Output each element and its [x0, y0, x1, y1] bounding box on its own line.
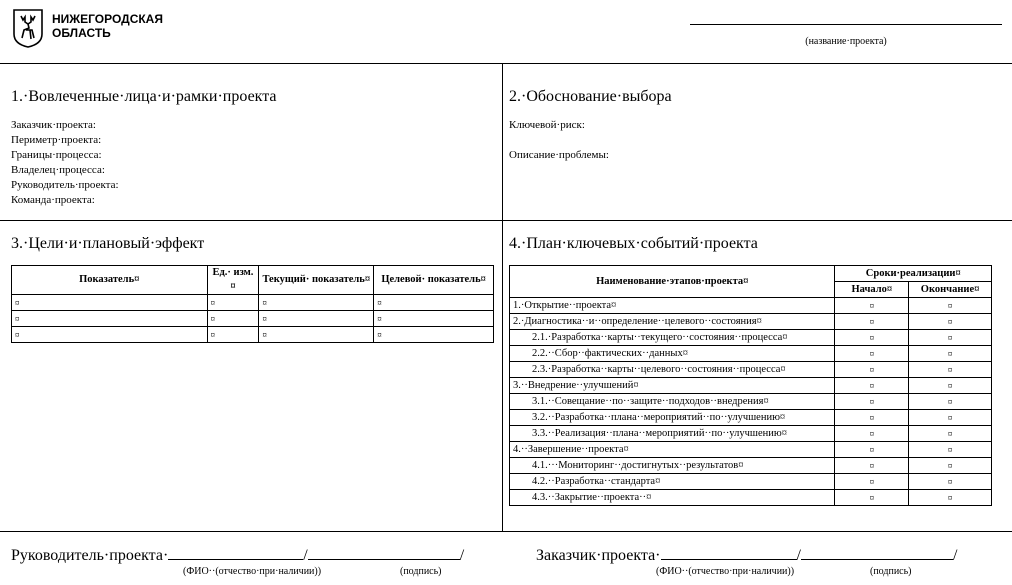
goals-header-current: Текущий· показатель¤: [259, 266, 374, 295]
leader-fio-caption: (ФИО··(отчество·при·наличии)): [183, 566, 322, 577]
goals-header-indicator: Показатель¤: [12, 266, 208, 295]
customer-signature-line: [536, 545, 957, 565]
goals-cell[interactable]: ¤: [12, 327, 208, 343]
table-row: [510, 298, 992, 314]
table-row: [510, 394, 992, 410]
leader-signature-line: [11, 545, 464, 565]
plan-stage[interactable]: 2.·Диагностика··и··определение··целевого··состояния¤: [510, 314, 835, 330]
slash-separator: /: [459, 547, 465, 564]
leader-fio-field[interactable]: [168, 545, 303, 560]
plan-end-cell[interactable]: ¤: [909, 458, 992, 474]
leader-signature-caption: (подпись): [400, 566, 442, 577]
project-name-caption: (название·проекта): [805, 36, 887, 47]
plan-start-cell[interactable]: ¤: [835, 298, 909, 314]
plan-stage[interactable]: 1.·Открытие··проекта¤: [510, 298, 835, 314]
goals-cell[interactable]: ¤: [12, 295, 208, 311]
customer-label: Заказчик·проекта·: [536, 547, 661, 564]
table-row: [510, 378, 992, 394]
slash-separator: /: [796, 547, 801, 564]
region-logo: [12, 8, 162, 52]
region-name-line1: НИЖЕГОРОДСКАЯ: [52, 12, 163, 26]
plan-stage[interactable]: 2.2.··Сбор··фактических··данных¤: [510, 346, 835, 362]
plan-end-cell[interactable]: ¤: [909, 442, 992, 458]
field-problem-description[interactable]: Описание·проблемы:: [509, 149, 609, 161]
section2-title: 2.·Обоснование·выбора: [509, 88, 672, 105]
table-row: [510, 330, 992, 346]
plan-end-cell[interactable]: ¤: [909, 346, 992, 362]
plan-stage[interactable]: 3.··Внедрение··улучшений¤: [510, 378, 835, 394]
region-name-line2: ОБЛАСТЬ: [52, 26, 111, 40]
leader-label: Руководитель·проекта·: [11, 547, 169, 564]
goals-cell[interactable]: ¤: [259, 327, 374, 343]
section1-title: 1.·Вовлеченные·лица·и·рамки·проекта: [11, 88, 277, 105]
plan-start-cell[interactable]: ¤: [835, 394, 909, 410]
field-project-leader[interactable]: Руководитель·проекта:: [11, 179, 119, 191]
plan-stage[interactable]: 2.1.·Разработка··карты··текущего··состояния··процесса¤: [510, 330, 835, 346]
plan-table-header: [510, 266, 992, 282]
field-perimeter[interactable]: Периметр·проекта:: [11, 134, 102, 146]
table-row: [12, 295, 494, 311]
goals-cell[interactable]: ¤: [374, 327, 494, 343]
table-row: [510, 458, 992, 474]
section2-fields: [509, 118, 609, 163]
grid-line-bottom: [0, 531, 1012, 532]
plan-stage[interactable]: 4.2.··Разработка··стандарта¤: [510, 474, 835, 490]
table-row: [510, 490, 992, 506]
slash-separator: /: [303, 547, 308, 564]
field-process-owner[interactable]: Владелец·процесса:: [11, 164, 105, 176]
table-row: [12, 311, 494, 327]
plan-start-cell[interactable]: ¤: [835, 410, 909, 426]
plan-start-cell[interactable]: ¤: [835, 458, 909, 474]
plan-start-cell[interactable]: ¤: [835, 330, 909, 346]
slash-separator: /: [952, 547, 958, 564]
plan-start-cell[interactable]: ¤: [835, 442, 909, 458]
table-row: [510, 442, 992, 458]
plan-start-cell[interactable]: ¤: [835, 314, 909, 330]
plan-end-cell[interactable]: ¤: [909, 362, 992, 378]
plan-header-stage: Наименование·этапов·проекта¤: [510, 266, 835, 298]
plan-stage[interactable]: 2.3.·Разработка··карты··целевого··состояния··процесса¤: [510, 362, 835, 378]
leader-signature-field[interactable]: [308, 545, 460, 560]
customer-signature-caption: (подпись): [870, 566, 912, 577]
grid-line-middle: [0, 220, 1012, 221]
plan-end-cell[interactable]: ¤: [909, 490, 992, 506]
field-key-risk[interactable]: Ключевой·риск:: [509, 119, 585, 131]
plan-start-cell[interactable]: ¤: [835, 474, 909, 490]
goals-cell[interactable]: ¤: [259, 295, 374, 311]
plan-stage[interactable]: 4.··Завершение··проекта¤: [510, 442, 835, 458]
plan-end-cell[interactable]: ¤: [909, 330, 992, 346]
plan-end-cell[interactable]: ¤: [909, 474, 992, 490]
plan-start-cell[interactable]: ¤: [835, 362, 909, 378]
goals-cell[interactable]: ¤: [207, 327, 259, 343]
plan-start-cell[interactable]: ¤: [835, 426, 909, 442]
plan-start-cell[interactable]: ¤: [835, 346, 909, 362]
plan-header-terms: Сроки·реализации¤: [835, 266, 992, 282]
plan-start-cell[interactable]: ¤: [835, 490, 909, 506]
goals-cell[interactable]: ¤: [207, 311, 259, 327]
plan-end-cell[interactable]: ¤: [909, 410, 992, 426]
plan-end-cell[interactable]: ¤: [909, 298, 992, 314]
field-customer[interactable]: Заказчик·проекта:: [11, 119, 96, 131]
table-row: [510, 362, 992, 378]
plan-stage[interactable]: 3.3.··Реализация··плана··мероприятий··по··улучшению¤: [510, 426, 835, 442]
plan-stage[interactable]: 4.1.···Мониторинг··достигнутых··результатов¤: [510, 458, 835, 474]
customer-signature-field[interactable]: [801, 545, 953, 560]
goals-header-unit: Ед.· изм.¤: [207, 266, 259, 295]
goals-cell[interactable]: ¤: [259, 311, 374, 327]
table-row: [12, 327, 494, 343]
goals-cell[interactable]: ¤: [374, 311, 494, 327]
plan-start-cell[interactable]: ¤: [835, 378, 909, 394]
goals-cell[interactable]: ¤: [207, 295, 259, 311]
region-name: [52, 12, 163, 40]
field-process-bounds[interactable]: Границы·процесса:: [11, 149, 102, 161]
section4-title: 4.·План·ключевых·событий·проекта: [509, 235, 758, 252]
goals-table: [11, 265, 494, 343]
table-row: [510, 474, 992, 490]
goals-cell[interactable]: ¤: [374, 295, 494, 311]
plan-end-cell[interactable]: ¤: [909, 426, 992, 442]
plan-stage[interactable]: 3.1.··Совещание··по··защите··подходов··внедрения¤: [510, 394, 835, 410]
plan-stage[interactable]: 3.2.··Разработка··плана··мероприятий··по··улучшению¤: [510, 410, 835, 426]
section3-title: 3.·Цели·и·плановый·эффект: [11, 235, 205, 252]
section1-fields: [11, 118, 119, 208]
plan-end-cell[interactable]: ¤: [909, 378, 992, 394]
plan-header-end: Окончание¤: [909, 282, 992, 298]
table-row: [510, 410, 992, 426]
table-row: [510, 426, 992, 442]
plan-end-cell[interactable]: ¤: [909, 314, 992, 330]
plan-stage[interactable]: 4.3.··Закрытие··проекта··¤: [510, 490, 835, 506]
goals-header-target: Целевой· показатель¤: [374, 266, 494, 295]
deer-emblem-icon: [12, 8, 44, 48]
field-project-team[interactable]: Команда·проекта:: [11, 194, 95, 206]
plan-header-start: Начало¤: [835, 282, 909, 298]
project-name-line[interactable]: [690, 24, 1002, 25]
customer-fio-caption: (ФИО··(отчество·при·наличии)): [656, 566, 795, 577]
plan-table: [509, 265, 992, 506]
goals-table-header: [12, 266, 494, 295]
customer-fio-field[interactable]: [661, 545, 797, 560]
table-row: [510, 346, 992, 362]
grid-line-vertical: [502, 63, 503, 531]
grid-line-top: [0, 63, 1012, 64]
table-row: [510, 314, 992, 330]
goals-cell[interactable]: ¤: [12, 311, 208, 327]
plan-end-cell[interactable]: ¤: [909, 394, 992, 410]
